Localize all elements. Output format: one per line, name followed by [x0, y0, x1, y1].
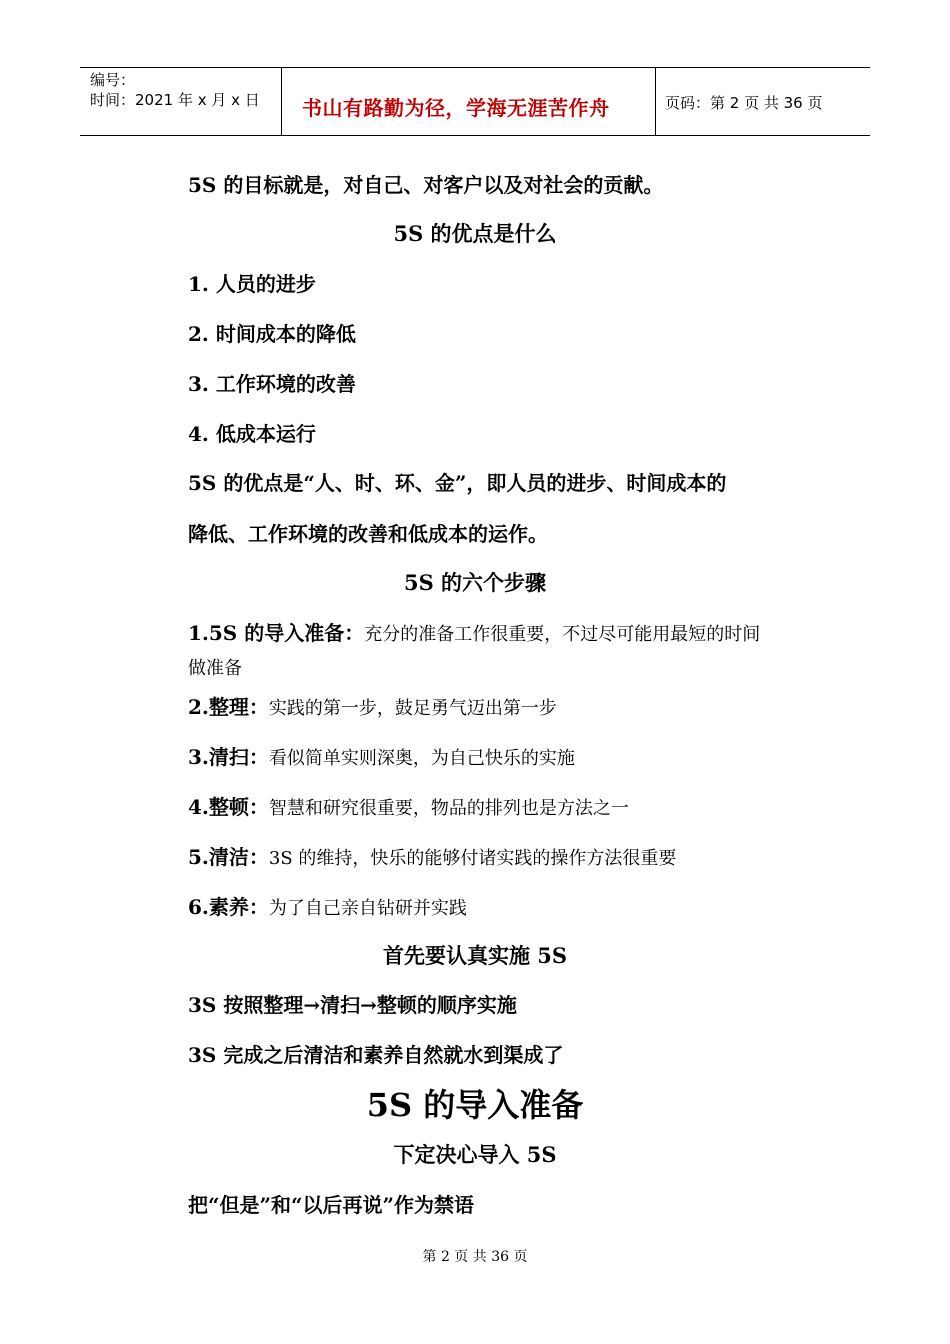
step-text: 为了自己亲自钻研并实践: [268, 898, 467, 919]
step-item: [188, 794, 629, 822]
document-number-label: 编号：: [90, 71, 136, 89]
header-motto-cell: [282, 68, 656, 135]
step-text: 实践的第一步，鼓足勇气迈出第一步: [268, 698, 557, 719]
step-continuation: 做准备: [188, 658, 242, 679]
first-line: 3S 完成之后清洁和素养自然就水到渠成了: [188, 1043, 564, 1067]
advantage-item: 4. 低成本运行: [188, 422, 316, 446]
page-footer: 第 2 页 共 36 页: [422, 1249, 528, 1265]
step-text: 看似简单实则深奥，为自己快乐的实施: [268, 748, 575, 769]
step-label: 6.素养：: [188, 895, 269, 919]
steps-heading: 5S 的六个步骤: [403, 570, 547, 595]
step-label: 2.整理：: [188, 695, 269, 719]
summary-line: 降低、工作环境的改善和低成本的运作。: [188, 522, 548, 546]
summary-line: 5S 的优点是“人、时、环、金”，即人员的进步、时间成本的: [188, 471, 727, 495]
step-label: 1.5S 的导入准备：: [188, 621, 365, 645]
document-header: [80, 67, 870, 136]
advantages-heading: 5S 的优点是什么: [393, 221, 557, 246]
step-item: [188, 620, 760, 648]
step-label: 5.清洁：: [188, 845, 269, 869]
step-item: [188, 894, 467, 922]
header-meta-cell: [80, 68, 282, 135]
step-label: 3.清扫：: [188, 745, 269, 769]
step-item: [188, 844, 676, 872]
document-date: 时间：2021 年 x 月 x 日: [90, 91, 260, 109]
taboo-text: 把“但是”和“以后再说”作为禁语: [188, 1193, 475, 1217]
step-text: 充分的准备工作很重要，不过尽可能用最短的时间: [364, 624, 761, 645]
advantage-item: 2. 时间成本的降低: [188, 322, 356, 346]
first-line: 3S 按照整理→清扫→整顿的顺序实施: [188, 993, 517, 1017]
decide-heading: 下定决心导入 5S: [393, 1142, 557, 1167]
step-label: 4.整顿：: [188, 795, 269, 819]
header-page-cell: [656, 68, 870, 135]
header-page-info: 页码：第 2 页 共 36 页: [665, 94, 823, 112]
step-item: [188, 694, 557, 722]
big-section-title: 5S 的导入准备: [366, 1086, 584, 1124]
header-motto: 书山有路勤为径，学海无涯苦作舟: [302, 96, 610, 120]
advantage-item: 1. 人员的进步: [188, 272, 316, 296]
step-text: 智慧和研究很重要，物品的排列也是方法之一: [268, 798, 629, 819]
goal-text: 5S 的目标就是，对自己、对客户以及对社会的贡献。: [188, 173, 664, 197]
advantage-item: 3. 工作环境的改善: [188, 372, 356, 396]
step-text: 3S 的维持，快乐的能够付诸实践的操作方法很重要: [268, 848, 677, 869]
first-heading: 首先要认真实施 5S: [382, 943, 568, 968]
step-item: [188, 744, 575, 772]
